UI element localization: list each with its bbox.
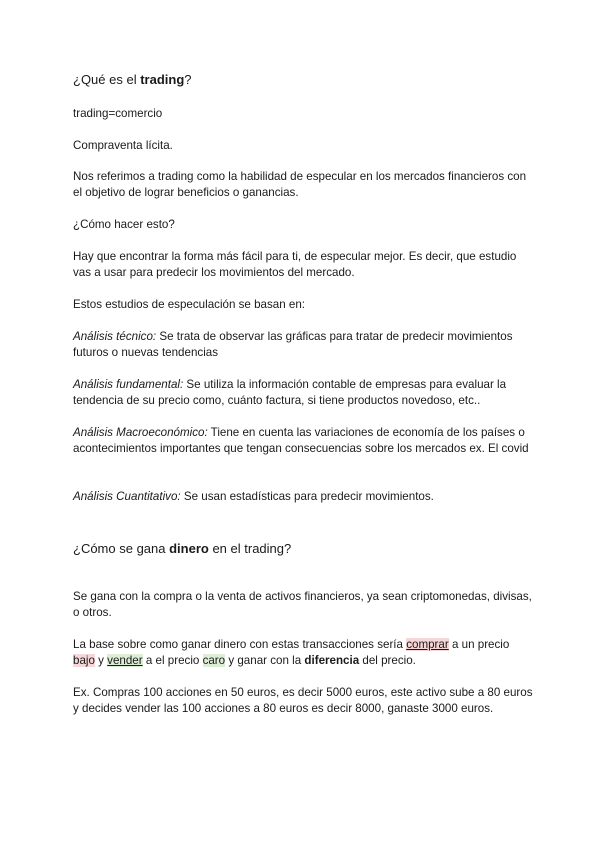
studies-intro: Estos estudios de especulación se basan en: bbox=[73, 298, 306, 311]
heading-suffix: ? bbox=[184, 72, 192, 87]
text-fragment: y ganar con la bbox=[225, 654, 305, 667]
how-question: ¿Cómo hacer esto? bbox=[73, 218, 175, 231]
buy-low-sell-high-paragraph bbox=[73, 637, 533, 669]
highlight-comprar: comprar bbox=[406, 638, 449, 651]
heading-text: ¿Cómo se gana bbox=[73, 541, 170, 556]
analysis-term: Análisis Macroeconómico: bbox=[73, 426, 208, 439]
analysis-item bbox=[73, 489, 533, 505]
trading-equation: trading=comercio bbox=[73, 107, 163, 120]
text-fragment: a un precio bbox=[448, 638, 510, 651]
heading-what-is-trading bbox=[73, 72, 192, 88]
analysis-item bbox=[73, 329, 533, 361]
analysis-text: Se usan estadísticas para predecir movimientos. bbox=[180, 490, 434, 503]
analysis-text: Se trata de observar las gráficas para tratar de predecir movimientos futuros o nuevas tendencias bbox=[73, 330, 513, 359]
text-fragment: y bbox=[94, 654, 108, 667]
heading-bold-term: dinero bbox=[169, 541, 209, 556]
text-fragment: a el precio bbox=[142, 654, 203, 667]
analysis-item bbox=[73, 425, 533, 457]
highlight-caro: caro bbox=[202, 654, 226, 667]
trading-definition: Nos referimos a trading como la habilidad de especular en los mercados financieros con el objetivo de lograr beneficios o ganancias. bbox=[73, 170, 527, 199]
analysis-term: Análisis Cuantitativo: bbox=[73, 490, 181, 503]
heading-how-earn-money bbox=[73, 541, 291, 557]
analysis-term: Análisis técnico: bbox=[73, 330, 157, 343]
how-answer: Hay que encontrar la forma más fácil para ti, de especular mejor. Es decir, que estudio vas a usar para predecir los movimientos del mercado. bbox=[73, 250, 517, 279]
text-fragment: del precio. bbox=[359, 654, 416, 667]
analysis-text: Tiene en cuenta las variaciones de economía de los países o acontecimientos importantes que tengan consecuencias sobre los mercados ex. El covid bbox=[73, 426, 529, 455]
highlight-vender: vender bbox=[107, 654, 143, 667]
heading-bold-term: trading bbox=[140, 72, 185, 87]
bold-diferencia: diferencia bbox=[304, 654, 360, 667]
heading-suffix: en el trading? bbox=[208, 541, 292, 556]
earn-paragraph: Se gana con la compra o la venta de activos financieros, ya sean criptomonedas, divisas, o otros. bbox=[73, 590, 532, 619]
highlight-bajo: bajo bbox=[73, 654, 95, 667]
analysis-text: Se utiliza la información contable de empresas para evaluar la tendencia de su precio como, cuánto factura, si tiene productos novedoso, etc.. bbox=[73, 378, 507, 407]
analysis-item bbox=[73, 377, 533, 409]
analysis-term: Análisis fundamental: bbox=[73, 378, 184, 391]
heading-text: ¿Qué es el bbox=[73, 72, 141, 87]
compraventa-line: Compraventa lícita. bbox=[73, 139, 173, 152]
example-paragraph: Ex. Compras 100 acciones en 50 euros, es decir 5000 euros, este activo sube a 80 euros y decides vender las 100 acciones a 80 euros es decir 8000, ganaste 3000 euros. bbox=[73, 686, 533, 715]
text-fragment: La base sobre como ganar dinero con estas transacciones sería bbox=[73, 638, 407, 651]
